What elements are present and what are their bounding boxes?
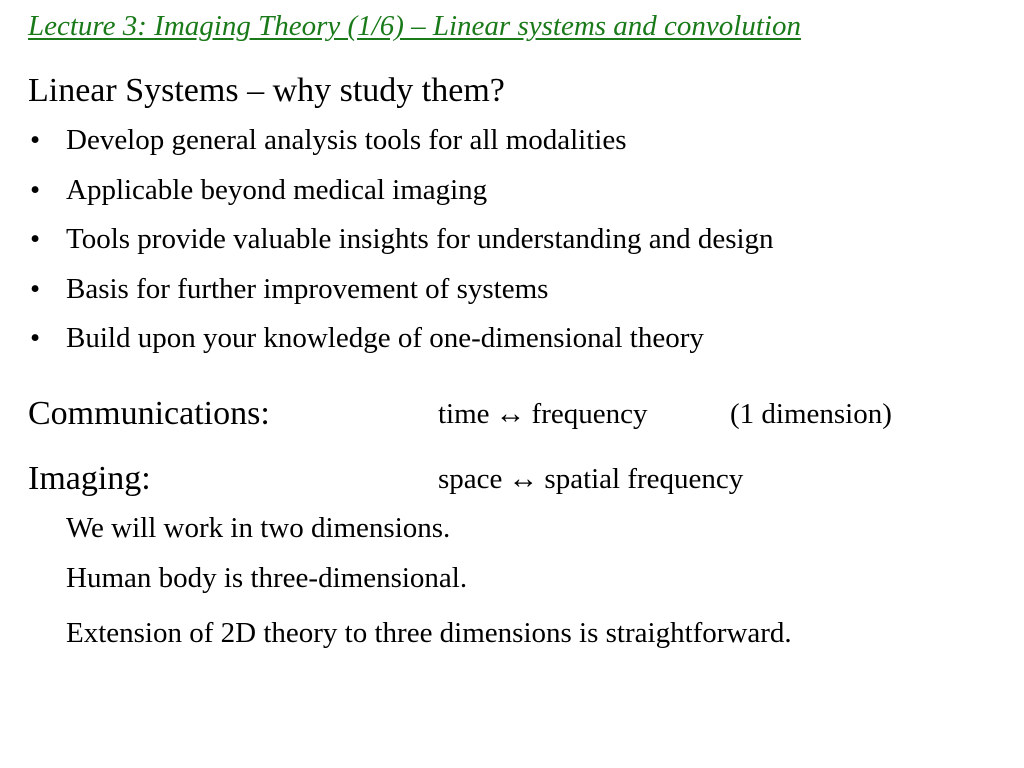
spatial-frequency-text: spatial frequency: [544, 463, 744, 495]
bullet-icon: •: [30, 173, 41, 206]
imaging-label: Imaging:: [28, 460, 151, 497]
note-extension: Extension of 2D theory to three dimensions is straightforward.: [66, 617, 792, 649]
imaging-mapping: [438, 462, 743, 496]
imaging-row: [28, 454, 1008, 498]
bullet-text: Basis for further improvement of systems: [66, 272, 549, 305]
communications-mapping: [438, 397, 647, 431]
bullet-icon: •: [30, 124, 41, 156]
time-text: time: [438, 398, 490, 430]
bullet-text: Tools provide valuable insights for understanding and design: [66, 223, 774, 255]
bullet-text: Develop general analysis tools for all modalities: [66, 124, 627, 156]
bullet-icon: •: [30, 223, 41, 255]
frequency-text: frequency: [531, 398, 648, 430]
bullet-text: Build upon your knowledge of one-dimensional theory: [66, 322, 704, 354]
communications-label: Communications:: [28, 395, 270, 432]
bullet-text: Applicable beyond medical imaging: [66, 173, 488, 206]
lecture-title: Lecture 3: Imaging Theory (1/6) – Linear systems and convolution: [28, 10, 801, 42]
space-text: space: [438, 463, 503, 495]
double-arrow-icon: ↔: [508, 462, 539, 495]
communications-row: [28, 389, 1008, 433]
bullet-icon: •: [30, 272, 41, 305]
double-arrow-icon: ↔: [495, 397, 526, 430]
bullet-icon: •: [30, 322, 41, 354]
note-three-dimensional: Human body is three-dimensional.: [66, 562, 468, 594]
dimension-note: (1 dimension): [730, 398, 892, 430]
slide-heading: Linear Systems – why study them?: [28, 72, 505, 109]
note-two-dimensions: We will work in two dimensions.: [66, 512, 451, 544]
